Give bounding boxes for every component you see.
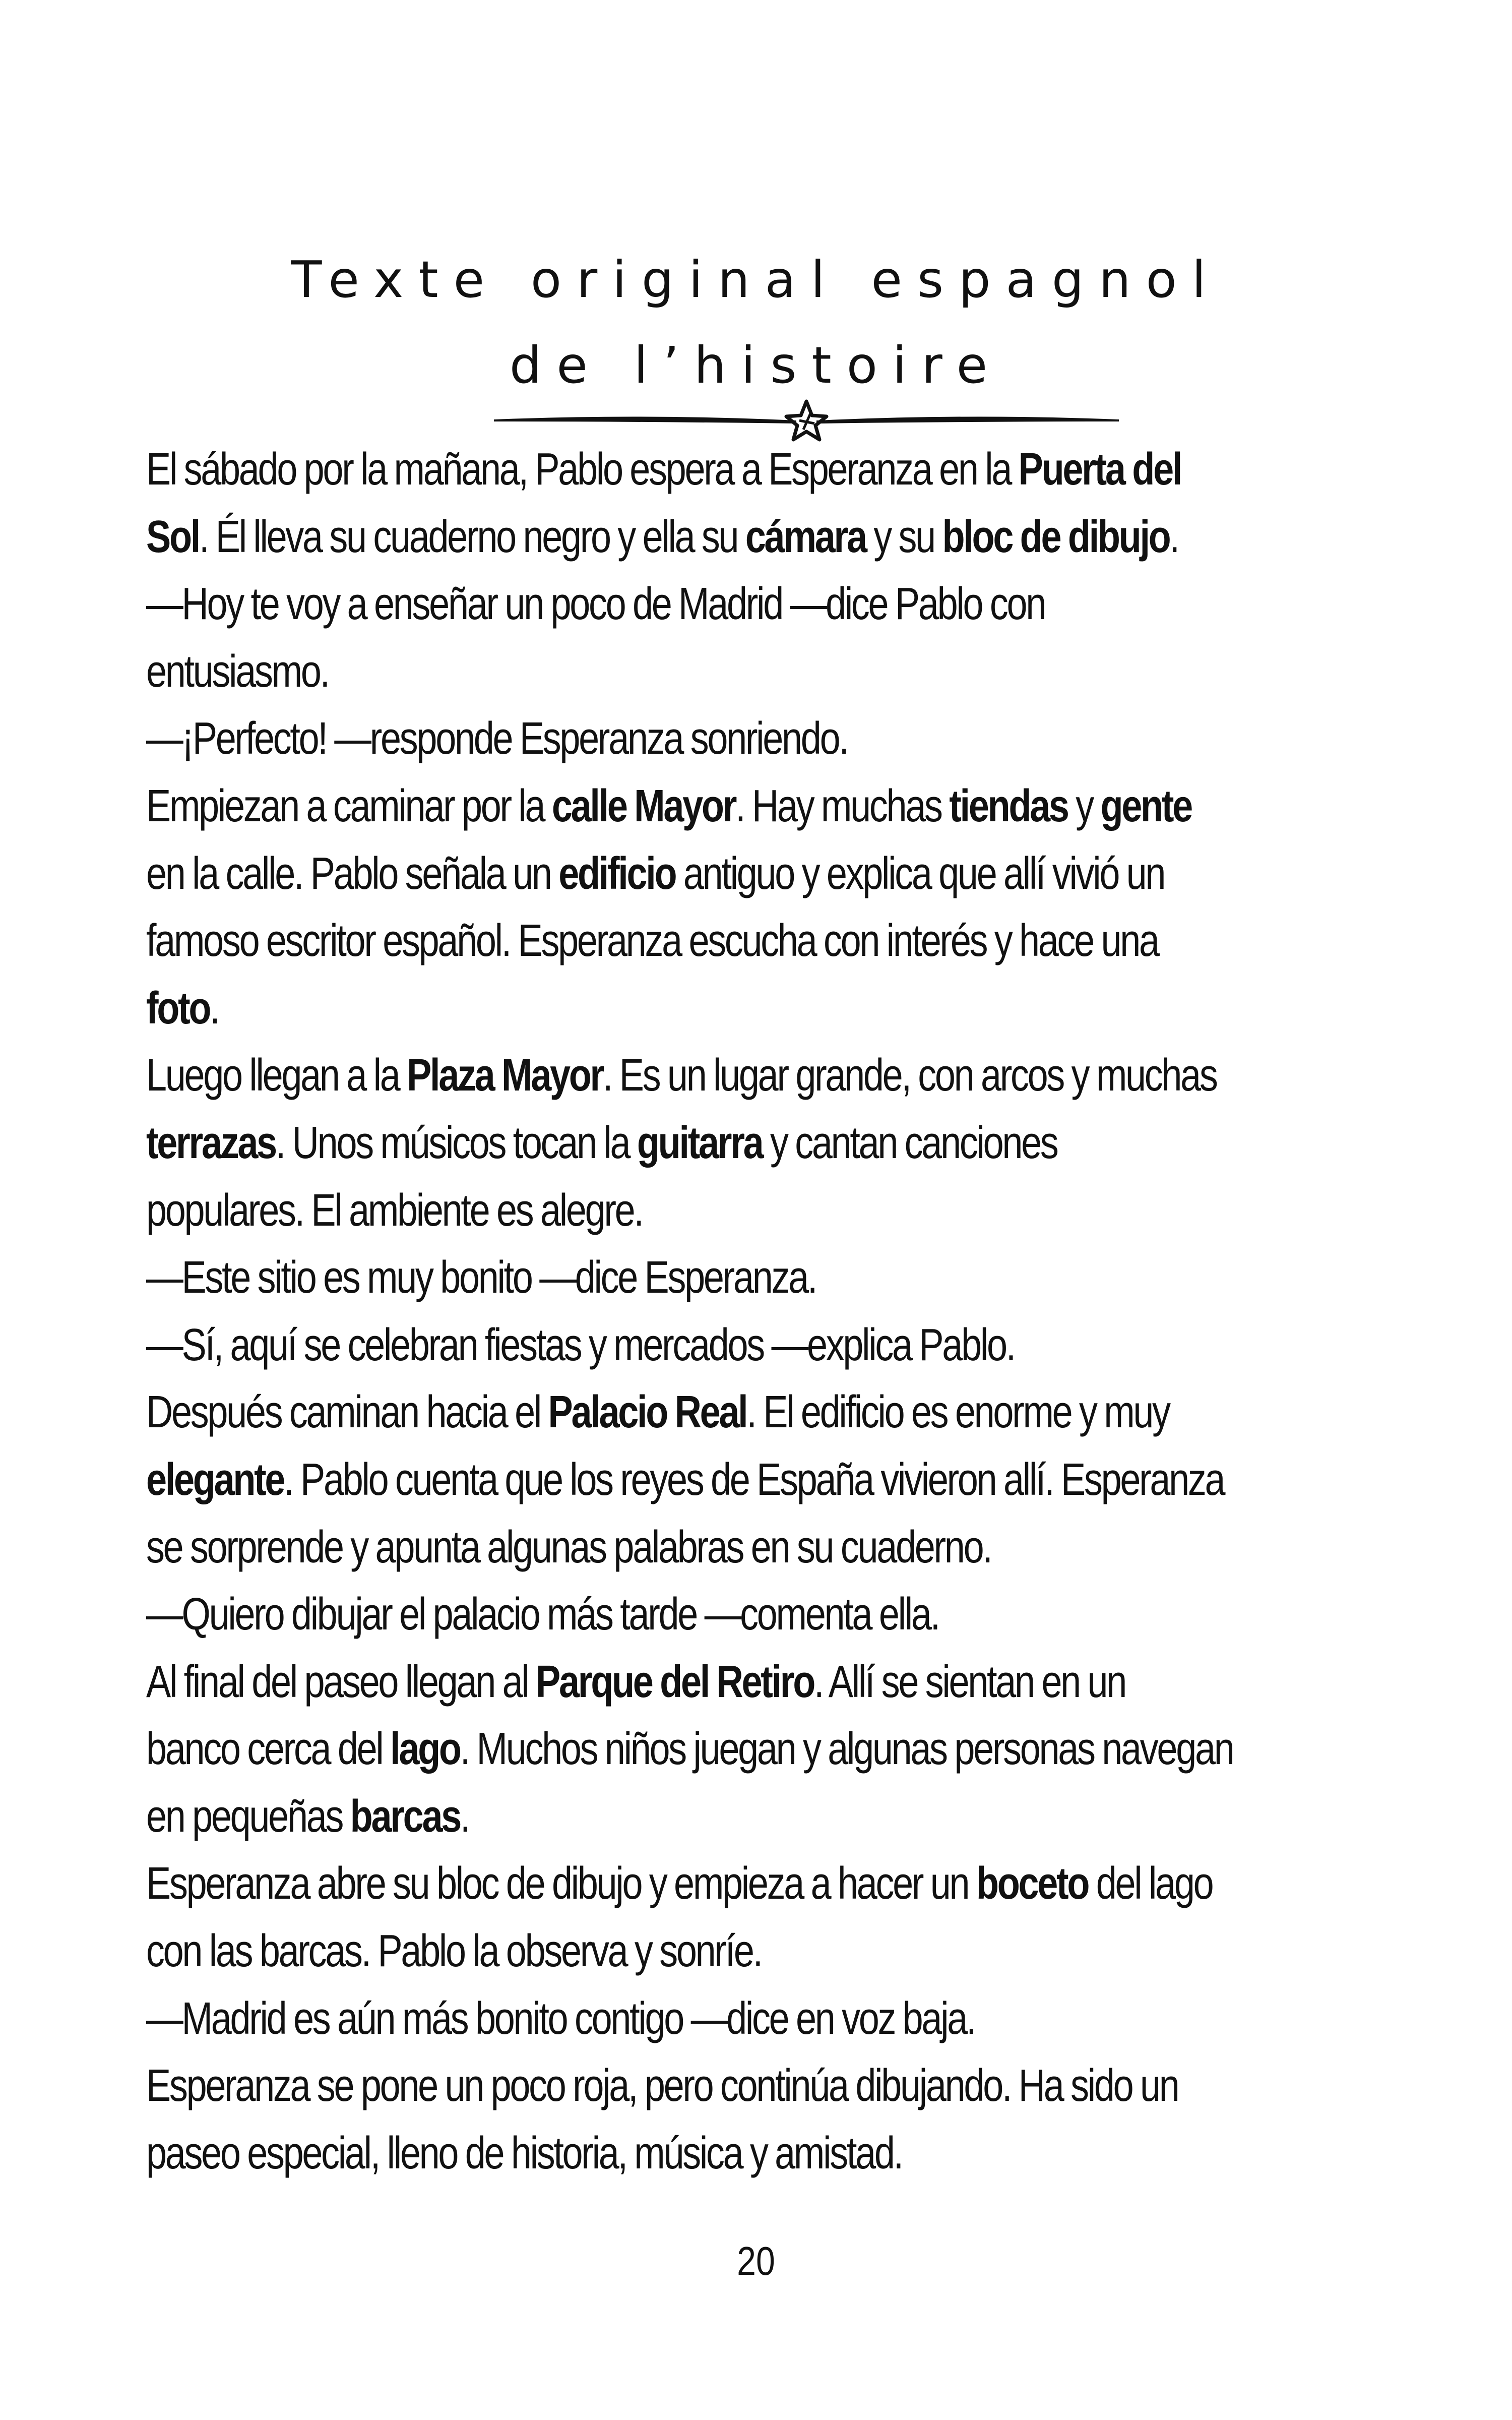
- bold-keyword: edificio: [558, 848, 676, 899]
- text-segment: . Él lleva su cuaderno negro y ella su: [199, 511, 745, 562]
- story-line: [146, 908, 1237, 975]
- story-line: [146, 705, 1237, 773]
- bold-keyword: calle Mayor: [551, 780, 736, 831]
- text-segment: Empiezan a caminar por la: [146, 780, 552, 831]
- bold-keyword: Puerta del: [1018, 444, 1181, 495]
- page-title-line-2: de l’histoire: [509, 336, 1003, 395]
- text-segment: Luego llegan a la: [146, 1050, 407, 1101]
- text-segment: populares. El ambiente es alegre.: [146, 1185, 643, 1236]
- story-line: [146, 1581, 1237, 1649]
- text-segment: Esperanza se pone un poco roja, pero continúa dibujando. Ha sido un: [146, 2061, 1178, 2111]
- page-number: 20: [737, 2238, 775, 2283]
- story-line: [146, 975, 1237, 1043]
- text-segment: banco cerca del: [146, 1724, 391, 1775]
- text-segment: . Pablo cuenta que los reyes de España vivieron allí. Esperanza: [284, 1454, 1224, 1505]
- text-segment: —Sí, aquí se celebran fiestas y mercados —explica Pablo.: [146, 1319, 1015, 1370]
- text-segment: Esperanza abre su bloc de dibujo y empieza a hacer un: [146, 1858, 976, 1909]
- story-line: [146, 773, 1237, 840]
- text-segment: . El edificio es enorme y muy: [746, 1387, 1169, 1438]
- text-segment: . Unos músicos tocan la: [275, 1117, 637, 1168]
- bold-keyword: terrazas: [146, 1117, 276, 1168]
- story-line: [146, 1850, 1237, 1918]
- text-segment: .: [1169, 511, 1178, 562]
- text-segment: con las barcas. Pablo la observa y sonríe.: [146, 1926, 762, 1977]
- story-text: [146, 436, 1237, 2187]
- story-line: [146, 1985, 1237, 2053]
- story-line: [146, 1783, 1237, 1851]
- bold-keyword: Parque del Retiro: [536, 1656, 814, 1707]
- story-line: [146, 1514, 1237, 1582]
- text-segment: —¡Perfecto! —responde Esperanza sonriendo.: [146, 713, 848, 764]
- bold-keyword: guitarra: [637, 1117, 763, 1168]
- story-line: [146, 840, 1237, 908]
- story-line: [146, 436, 1237, 504]
- story-line: [146, 1244, 1237, 1312]
- bold-keyword: Palacio Real: [548, 1387, 747, 1438]
- story-line: [146, 1918, 1237, 1985]
- text-segment: —Este sitio es muy bonito —dice Esperanza.: [146, 1252, 816, 1303]
- text-segment: antiguo y explica que allí vivió un: [675, 848, 1165, 899]
- text-segment: .: [210, 983, 219, 1034]
- bold-keyword: foto: [146, 983, 210, 1034]
- text-segment: y su: [865, 511, 942, 562]
- page-title: [0, 237, 1512, 408]
- text-segment: —Madrid es aún más bonito contigo —dice en voz baja.: [146, 1993, 975, 2044]
- text-segment: —Hoy te voy a enseñar un poco de Madrid —dice Pablo con: [146, 579, 1045, 630]
- story-line: [146, 1312, 1237, 1379]
- story-line: [146, 638, 1237, 706]
- bold-keyword: tiendas: [949, 780, 1068, 831]
- text-segment: . Hay muchas: [735, 780, 950, 831]
- bold-keyword: barcas: [350, 1791, 460, 1842]
- text-segment: en pequeñas: [146, 1791, 350, 1842]
- text-segment: . Es un lugar grande, con arcos y muchas: [602, 1050, 1217, 1101]
- text-segment: .: [460, 1791, 469, 1842]
- story-line: [146, 1110, 1237, 1177]
- story-line: [146, 1177, 1237, 1245]
- text-segment: —Quiero dibujar el palacio más tarde —comenta ella.: [146, 1589, 939, 1640]
- text-segment: se sorprende y apunta algunas palabras en su cuaderno.: [146, 1522, 991, 1572]
- text-segment: famoso escritor español. Esperanza escucha con interés y hace una: [146, 916, 1158, 966]
- text-segment: . Allí se sientan en un: [814, 1656, 1125, 1707]
- bold-keyword: gente: [1100, 780, 1191, 831]
- text-segment: El sábado por la mañana, Pablo espera a Esperanza en la: [146, 444, 1019, 495]
- text-segment: paseo especial, lleno de historia, música y amistad.: [146, 2128, 902, 2179]
- story-line: [146, 571, 1237, 638]
- text-segment: . Muchos niños juegan y algunas personas navegan: [460, 1724, 1233, 1775]
- bold-keyword: elegante: [146, 1454, 284, 1505]
- text-segment: Al final del paseo llegan al: [146, 1656, 536, 1707]
- text-segment: del lago: [1088, 1858, 1213, 1909]
- story-line: [146, 1446, 1237, 1514]
- text-segment: en la calle. Pablo señala un: [146, 848, 559, 899]
- story-line: [146, 1042, 1237, 1110]
- text-segment: y cantan canciones: [762, 1117, 1057, 1168]
- text-segment: y: [1067, 780, 1101, 831]
- story-line: [146, 1716, 1237, 1783]
- bold-keyword: cámara: [745, 511, 866, 562]
- story-line: [146, 1649, 1237, 1716]
- page-title-line-1: Texte original espagnol: [291, 250, 1221, 309]
- text-segment: Después caminan hacia el: [146, 1387, 548, 1438]
- bold-keyword: Plaza Mayor: [407, 1050, 603, 1101]
- story-line: [146, 504, 1237, 571]
- story-line: [146, 1379, 1237, 1446]
- text-segment: entusiasmo.: [146, 646, 329, 697]
- story-line: [146, 2120, 1237, 2188]
- bold-keyword: Sol: [146, 511, 199, 562]
- bold-keyword: lago: [390, 1724, 460, 1775]
- bold-keyword: boceto: [976, 1858, 1089, 1909]
- story-line: [146, 2052, 1237, 2120]
- bold-keyword: bloc de dibujo: [942, 511, 1170, 562]
